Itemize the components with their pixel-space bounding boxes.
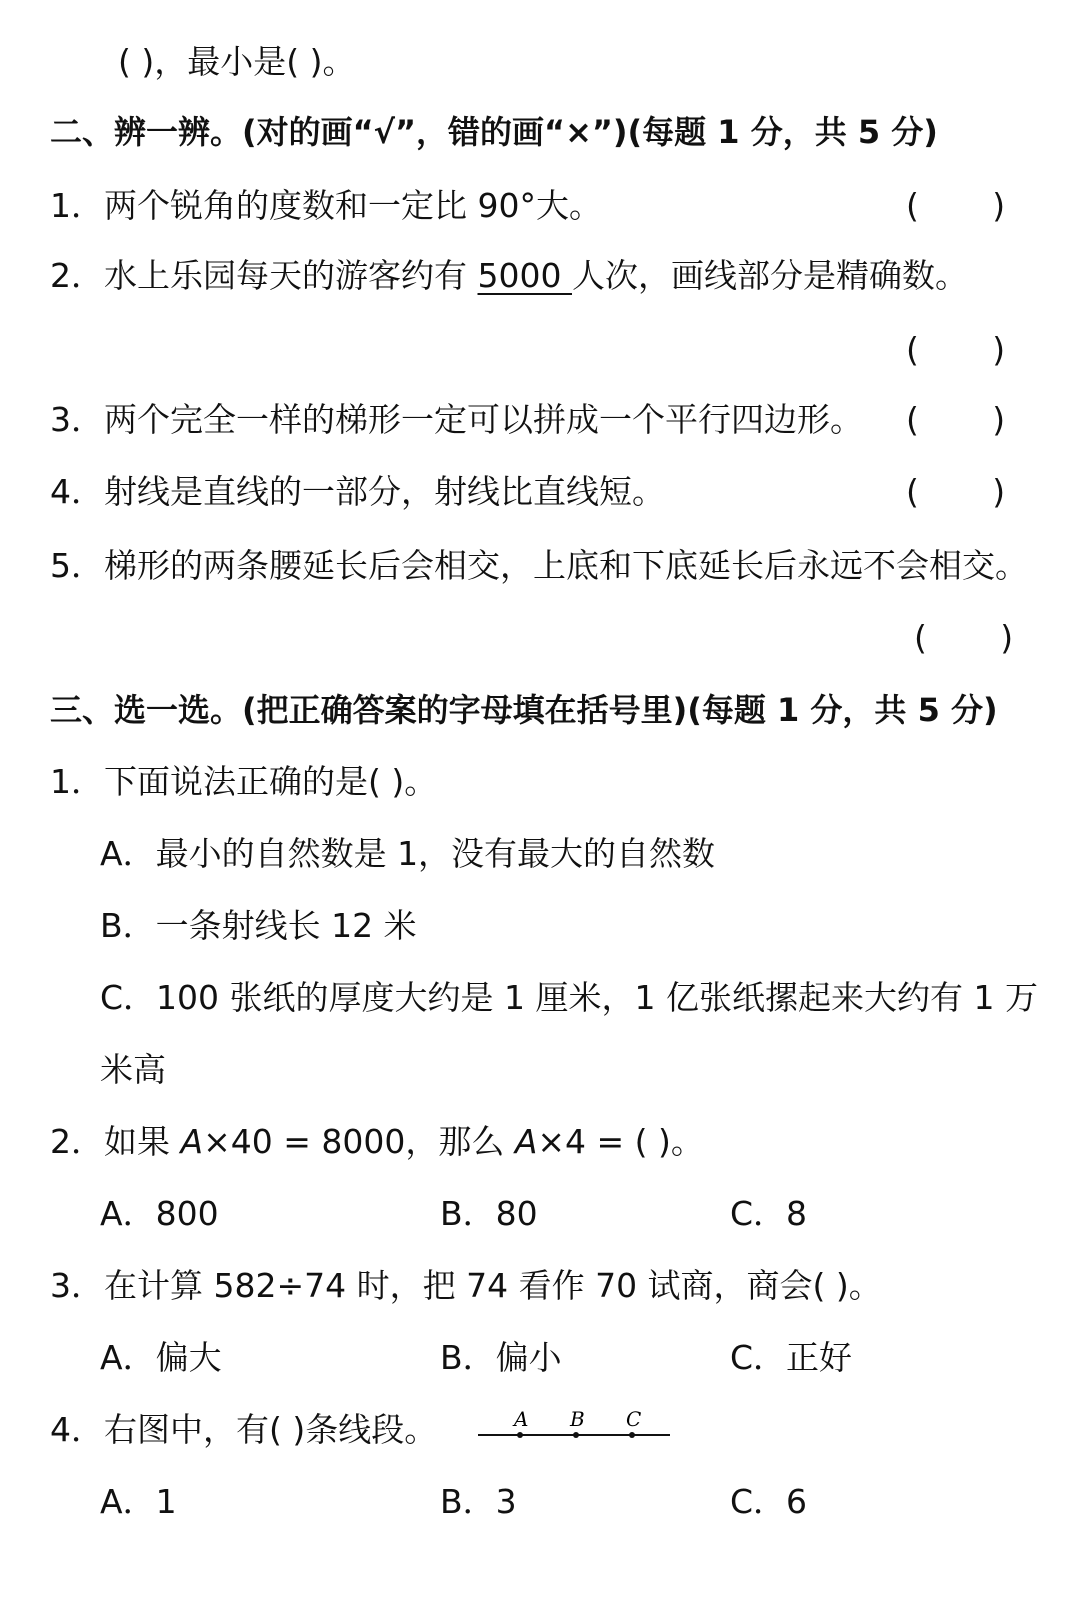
point-a-dot <box>517 1432 523 1438</box>
s3-q2-text-c: ×4 = ( )。 <box>537 1122 704 1161</box>
point-c-label: C <box>626 1407 642 1431</box>
s3-q4-stem <box>50 1410 437 1450</box>
s3-q1-option-b[interactable]: B．一条射线长 12 米 <box>100 906 417 945</box>
s3-q3-option-b[interactable]: B．偏小 <box>440 1338 562 1377</box>
s2-item-1-answer-paren[interactable]: ( ) <box>906 186 1006 225</box>
s3-q2-variable-1: A <box>180 1122 204 1161</box>
s2-item-1-number: 1． <box>50 186 104 225</box>
s3-q3-text: 在计算 582÷74 时，把 74 看作 70 试商，商会( )。 <box>104 1266 882 1305</box>
s3-q2-option-c[interactable]: C．8 <box>730 1194 808 1233</box>
top-text: 最小是( )。 <box>187 42 356 81</box>
s3-q4-option-a[interactable]: A．1 <box>100 1482 177 1521</box>
s2-item-3-answer-paren[interactable]: ( ) <box>906 400 1006 439</box>
point-a-label: A <box>514 1407 529 1431</box>
top-paren: ( )， <box>118 42 188 81</box>
s3-q1-option-a[interactable]: A．最小的自然数是 1，没有最大的自然数 <box>100 834 716 873</box>
s3-q1-option-c-continued: 米高 <box>100 1050 166 1089</box>
section3-heading: 三、选一选。(把正确答案的字母填在括号里)(每题 1 分，共 5 分) <box>50 691 998 729</box>
s2-item-3-text: 两个完全一样的梯形一定可以拼成一个平行四边形。 <box>104 400 863 439</box>
s3-q2-option-a[interactable]: A．800 <box>100 1194 219 1233</box>
s2-item-5-number: 5． <box>50 546 104 585</box>
s3-q3-stem <box>50 1266 882 1306</box>
s2-item-4-text: 射线是直线的一部分，射线比直线短。 <box>104 472 665 511</box>
s2-item-2 <box>50 256 968 296</box>
s2-item-3 <box>50 400 863 440</box>
s2-item-4 <box>50 472 665 512</box>
s2-item-2-answer-paren[interactable]: ( ) <box>906 330 1006 369</box>
s2-item-5-text: 梯形的两条腰延长后会相交，上底和下底延长后永远不会相交。 <box>104 546 1028 585</box>
s3-q1-option-c[interactable]: C．100 张纸的厚度大约是 1 厘米，1 亿张纸摞起来大约有 1 万 <box>100 978 1038 1017</box>
top-continuation-line <box>118 42 356 82</box>
s2-item-2-underlined-number: 5000 <box>477 256 572 295</box>
s2-item-4-answer-paren[interactable]: ( ) <box>906 472 1006 511</box>
point-b-label: B <box>570 1407 585 1431</box>
s3-q2-number: 2． <box>50 1122 104 1161</box>
s3-q3-option-c[interactable]: C．正好 <box>730 1338 853 1377</box>
s2-item-3-number: 3． <box>50 400 104 439</box>
point-c-dot <box>629 1432 635 1438</box>
s3-q4-option-b[interactable]: B．3 <box>440 1482 517 1521</box>
s2-item-2-text-after: 人次，画线部分是精确数。 <box>571 256 968 295</box>
s3-q1-text: 下面说法正确的是( )。 <box>104 762 438 801</box>
s3-q3-number: 3． <box>50 1266 104 1305</box>
s2-item-2-text-before: 水上乐园每天的游客约有 <box>104 256 478 295</box>
s3-q2-option-b[interactable]: B．80 <box>440 1194 538 1233</box>
s2-item-5-answer-paren[interactable]: ( ) <box>914 618 1014 657</box>
s2-item-4-number: 4． <box>50 472 104 511</box>
s3-q2-stem <box>50 1122 704 1162</box>
s3-q2-text-b: ×40 = 8000，那么 <box>203 1122 515 1161</box>
s3-q1-number: 1． <box>50 762 104 801</box>
s3-q2-variable-2: A <box>514 1122 538 1161</box>
s2-item-1 <box>50 186 602 226</box>
s3-q1-stem <box>50 762 437 802</box>
line-segment-figure <box>478 1404 678 1448</box>
s2-item-1-text: 两个锐角的度数和一定比 90°大。 <box>104 186 602 225</box>
s3-q4-text: 右图中，有( )条线段。 <box>104 1410 438 1449</box>
point-b-dot <box>573 1432 579 1438</box>
s3-q3-option-a[interactable]: A．偏大 <box>100 1338 222 1377</box>
s2-item-2-number: 2． <box>50 256 104 295</box>
s3-q2-text-a: 如果 <box>104 1122 181 1161</box>
s3-q4-number: 4． <box>50 1410 104 1449</box>
s3-q4-option-c[interactable]: C．6 <box>730 1482 808 1521</box>
s2-item-5 <box>50 546 1028 586</box>
section2-heading: 二、辨一辨。(对的画“√”，错的画“×”)(每题 1 分，共 5 分) <box>50 113 938 151</box>
